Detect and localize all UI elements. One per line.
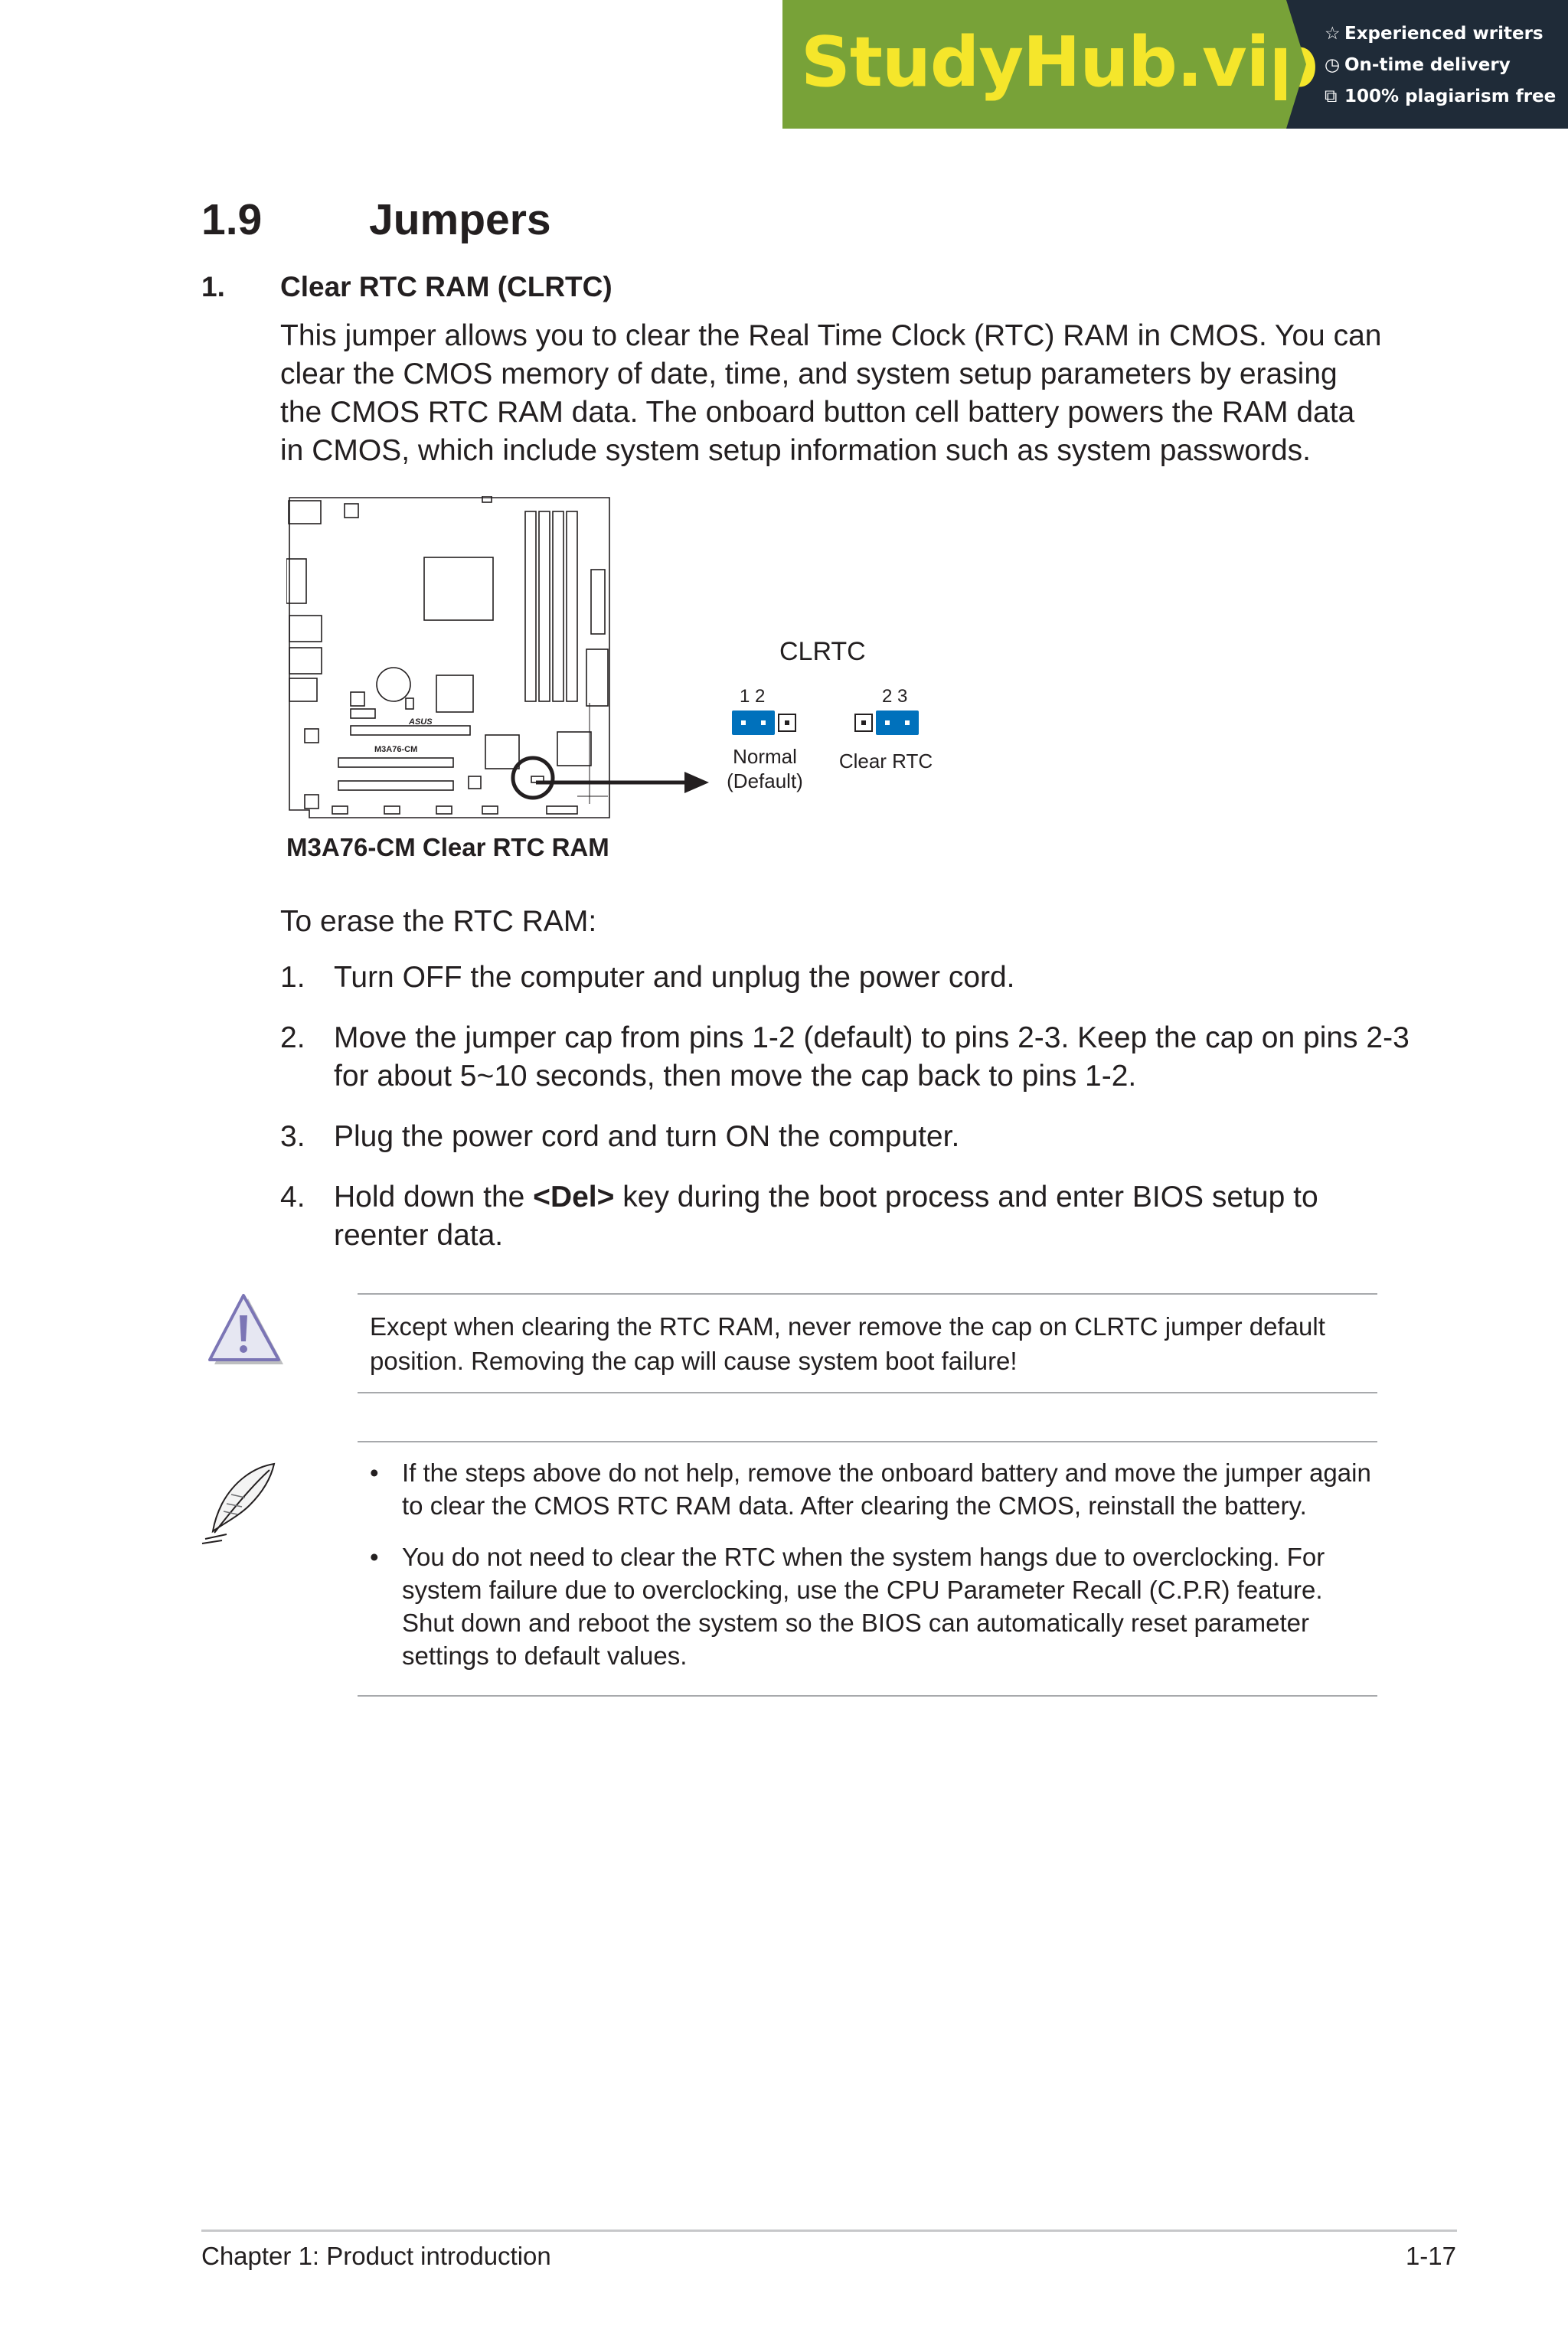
section-number: 1.9: [201, 195, 263, 244]
bullet: •: [370, 1459, 379, 1487]
board-brand-label: ASUS: [409, 717, 433, 727]
io-port-4: [289, 648, 322, 674]
feature-text: 100% plagiarism free: [1344, 87, 1557, 106]
feature-experienced-writers: [1325, 18, 1568, 50]
pointer-arrow: [536, 769, 712, 799]
star-icon: ☆: [1325, 24, 1341, 44]
header-small-1: [351, 692, 364, 706]
bottom-header-3: [436, 806, 452, 814]
sata-connectors: [586, 649, 608, 706]
normal-label-line1: Normal: [733, 745, 797, 768]
atx-power-connector: [591, 570, 605, 634]
bottom-header-1: [332, 806, 348, 814]
jumper-cap: [876, 710, 919, 735]
clear-pin-numbers: 2 3: [882, 686, 908, 707]
clock-icon: ◷: [1325, 55, 1341, 75]
normal-pin-numbers: 1 2: [740, 686, 766, 707]
normal-label: [712, 744, 818, 793]
clear-rtc-label: Clear RTC: [838, 750, 933, 773]
pcie-x16-slot: [351, 726, 470, 735]
step-item: [280, 1019, 1413, 1096]
dimm-slot-3: [553, 511, 564, 701]
banner-logo-panel: [782, 0, 1318, 129]
cmos-battery: [377, 668, 410, 701]
note-bottom-rule: [358, 1695, 1377, 1697]
feature-text: Experienced writers: [1344, 24, 1544, 44]
note-list: [370, 1456, 1380, 1690]
step-text: Plug the power cord and turn ON the computer.: [334, 1120, 960, 1153]
northbridge: [436, 675, 473, 712]
pci-slot-2: [338, 781, 453, 790]
chip-small: [406, 698, 413, 709]
dimm-slot-4: [567, 511, 577, 701]
step-text-after: key during the boot process and enter BIOS setup to reenter data.: [334, 1181, 1318, 1252]
header-small-2: [351, 709, 375, 718]
item-number: 1.: [201, 271, 225, 302]
dimm-slot-2: [539, 511, 550, 701]
clrtc-jumper-diagram: [712, 628, 957, 804]
step-number: 3.: [280, 1120, 305, 1153]
feather-pen-icon: [201, 1461, 281, 1545]
dimm-slot-1: [525, 511, 536, 701]
step-text: Move the jumper cap from pins 1-2 (default) to pins 2-3. Keep the cap on pins 2-3 for about 5~10 seconds, then move the cap back to pins 1-2.: [334, 1021, 1410, 1093]
caution-text: Except when clearing the RTC RAM, never remove the cap on CLRTC jumper default position. Removing the cap will cause system boot failure!: [370, 1312, 1325, 1375]
cpu-socket: [424, 557, 493, 620]
chip-left: [305, 729, 318, 743]
chip-bottom-mid: [469, 776, 481, 789]
step-number: 4.: [280, 1181, 305, 1214]
step-item: [280, 1118, 1413, 1156]
step-text-before: Hold down the: [334, 1181, 534, 1214]
warning-triangle-icon: [204, 1292, 288, 1370]
section-title: Jumpers: [369, 195, 551, 244]
bottom-header-2: [384, 806, 400, 814]
feature-plagiarism-free: [1325, 81, 1568, 113]
step-item: [280, 1178, 1413, 1255]
intro-paragraph: This jumper allows you to clear the Real Time Clock (RTC) RAM in CMOS. You can clear the CMOS memory of date, time, and system setup parameters by erasing the CMOS RTC RAM data. The onboard button cell battery powers the RAM data in CMOS, which include system setup information such as system passwords.: [280, 319, 1382, 467]
caution-top-rule: [358, 1293, 1377, 1295]
southbridge: [485, 735, 519, 769]
bottom-header-4: [482, 806, 498, 814]
bottom-header-5: [547, 806, 577, 814]
io-port-1: [289, 501, 321, 524]
jumper-cap: [732, 710, 775, 735]
io-port-2: [345, 504, 358, 518]
pin-1: [854, 714, 873, 732]
note-item: [370, 1456, 1380, 1522]
note-text: If the steps above do not help, remove the onboard battery and move the jumper again to clear the CMOS RTC RAM data. After clearing the CMOS, reinstall the battery.: [402, 1459, 1371, 1520]
step-number: 1.: [280, 961, 305, 994]
chip-bottom-left: [305, 795, 318, 808]
io-port-3: [289, 616, 322, 642]
feature-on-time-delivery: [1325, 50, 1568, 81]
footer-rule: [201, 2230, 1457, 2232]
studyhub-banner[interactable]: [782, 0, 1568, 129]
erase-lead: To erase the RTC RAM:: [280, 905, 597, 938]
footer-page-number: 1-17: [1405, 2242, 1456, 2270]
jumper-clear-setting: [851, 710, 920, 735]
figure-caption: M3A76-CM Clear RTC RAM: [286, 833, 609, 861]
io-port-5: [289, 678, 317, 701]
caution-bottom-rule: [358, 1392, 1377, 1393]
super-io-chip: [557, 732, 591, 766]
jumper-title: CLRTC: [779, 637, 866, 666]
banner-logo: StudyHub.vip: [801, 22, 1318, 103]
banner-features: [1286, 0, 1568, 129]
normal-label-line2: (Default): [727, 769, 803, 792]
erase-steps-list: [280, 959, 1413, 1277]
step-text: Turn OFF the computer and unplug the power cord.: [334, 961, 1015, 994]
feature-text: On-time delivery: [1344, 55, 1511, 75]
board-model-label: M3A76-CM: [374, 745, 418, 754]
step-number: 2.: [280, 1021, 305, 1054]
jumper-normal-setting: [732, 710, 796, 735]
bullet: •: [370, 1543, 379, 1571]
item-title: Clear RTC RAM (CLRTC): [280, 271, 612, 302]
step-item: [280, 959, 1413, 997]
pci-slot-1: [338, 758, 453, 767]
note-text: You do not need to clear the RTC when the system hangs due to overclocking. For system failure due to overclocking, use the CPU Parameter Recall (C.P.R) feature. Shut down and reboot the system so the BIOS can automatically reset parameter settings to default values.: [402, 1543, 1325, 1670]
note-item: [370, 1540, 1380, 1672]
footer-chapter: Chapter 1: Product introduction: [201, 2242, 551, 2270]
pin-3: [778, 714, 796, 732]
copy-icon: ⧉: [1325, 87, 1338, 106]
del-key-label: <Del>: [533, 1181, 615, 1214]
banner-arrow-shape: [1286, 0, 1306, 129]
note-top-rule: [358, 1441, 1377, 1442]
